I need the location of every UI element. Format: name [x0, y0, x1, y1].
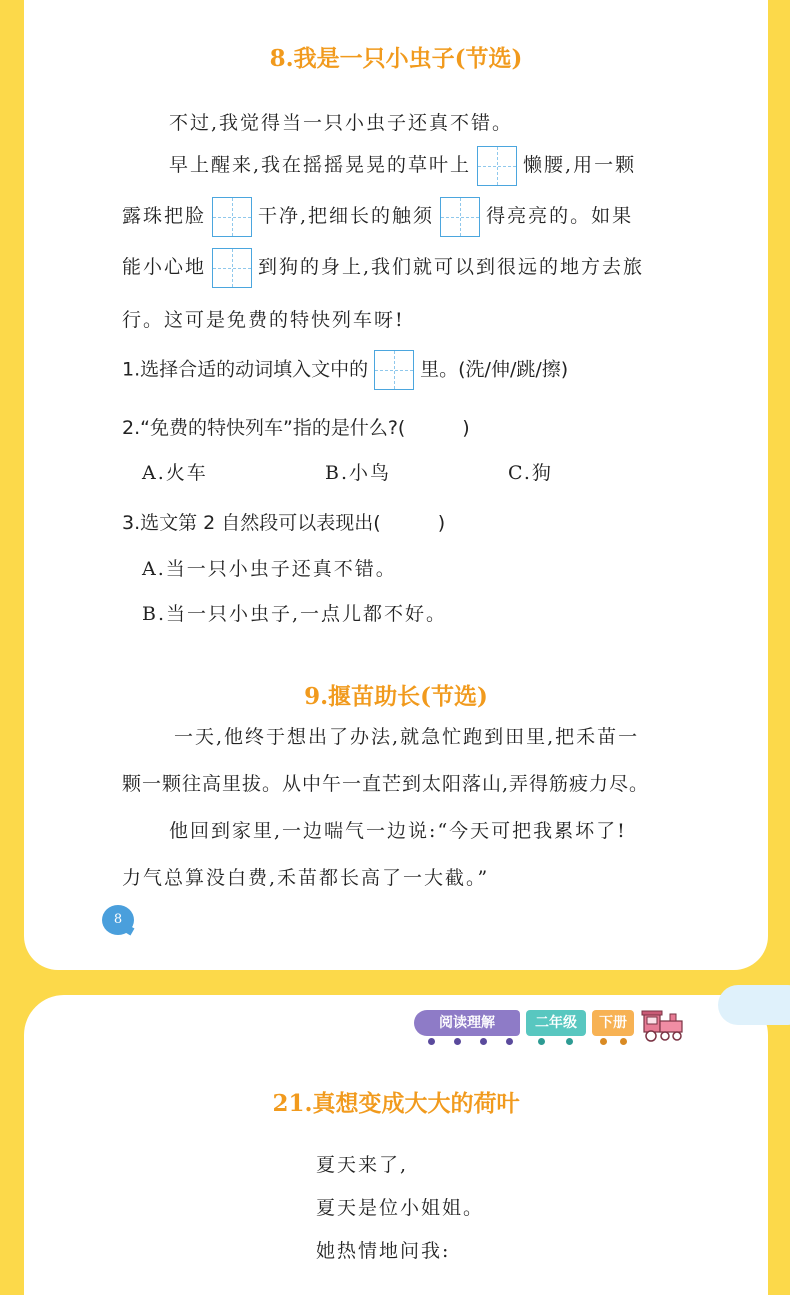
text-segment: 露珠把脸 — [122, 205, 207, 227]
poem-line-3: 她热情地问我: — [316, 1240, 451, 1262]
wheel-icon — [506, 1038, 513, 1045]
wheel-icon — [538, 1038, 545, 1045]
option-a[interactable]: A.火车 — [142, 462, 208, 484]
section-8-paragraph-2-line-4: 行。这可是免费的特快列车呀! — [122, 309, 405, 331]
badge-grade: 二年级 — [526, 1010, 586, 1036]
question-2: 2.“免费的特快列车”指的是什么?( ) — [122, 417, 470, 439]
wheel-icon — [566, 1038, 573, 1045]
page-number-badge: 8 — [102, 905, 134, 935]
text-segment: 懒腰,用一颗 — [523, 154, 637, 176]
question-1 — [122, 350, 722, 390]
question-3-option-b[interactable]: B.当一只小虫子,一点儿都不好。 — [142, 603, 448, 625]
wheel-icon — [454, 1038, 461, 1045]
poem-line-1: 夏天来了, — [316, 1154, 409, 1176]
text-segment: 1.选择合适的动词填入文中的 — [122, 358, 369, 381]
answer-box-4[interactable] — [212, 248, 252, 288]
text-segment: 能小心地 — [122, 256, 207, 278]
text-segment: 里。(洗/伸/跳/擦) — [420, 358, 569, 381]
section-9-title: 9.揠苗助长(节选) — [304, 683, 488, 710]
text-segment: 到狗的身上,我们就可以到很远的地方去旅 — [258, 256, 645, 278]
answer-box-1[interactable] — [477, 146, 517, 186]
series-badge-train — [414, 1010, 704, 1040]
answer-box-3[interactable] — [440, 197, 480, 237]
poem-line-2: 夏天是位小姐姐。 — [316, 1197, 485, 1219]
badge-term: 下册 — [592, 1010, 634, 1036]
option-c[interactable]: C.狗 — [508, 462, 553, 484]
section-8-paragraph-2-line-2 — [122, 197, 722, 237]
cloud-decoration — [718, 985, 790, 1025]
badge-subject: 阅读理解 — [414, 1010, 520, 1036]
section-9-paragraph-2-line-1: 他回到家里,一边喘气一边说:“今天可把我累坏了! — [169, 820, 627, 842]
section-9-paragraph-1-line-2: 颗一颗往高里拔。从中午一直芒到太阳落山,弄得筋疲力尽。 — [122, 773, 650, 795]
section-9-paragraph-1-line-1: 一天,他终于想出了办法,就急忙跑到田里,把禾苗一 — [174, 726, 640, 748]
section-8-paragraph-2-line-1 — [169, 146, 769, 186]
answer-box-2[interactable] — [212, 197, 252, 237]
page-card-bottom — [24, 995, 768, 1295]
option-b[interactable]: B.小鸟 — [325, 462, 392, 484]
section-21-title: 21.真想变成大大的荷叶 — [272, 1090, 520, 1117]
answer-box-example — [374, 350, 414, 390]
question-3-option-a[interactable]: A.当一只小虫子还真不错。 — [142, 558, 397, 580]
section-8-title: 8.我是一只小虫子(节选) — [269, 45, 523, 72]
text-segment: 早上醒来,我在摇摇晃晃的草叶上 — [169, 154, 472, 176]
page-card-top — [24, 0, 768, 970]
wheel-icon — [428, 1038, 435, 1045]
section-8-paragraph-2-line-3 — [122, 248, 722, 288]
text-segment: 干净,把细长的触须 — [258, 205, 435, 227]
locomotive-icon — [640, 1008, 688, 1042]
section-9-paragraph-2-line-2: 力气总算没白费,禾苗都长高了一大截。” — [122, 867, 490, 889]
section-8-paragraph-1: 不过,我觉得当一只小虫子还真不错。 — [169, 112, 514, 134]
wheel-icon — [600, 1038, 607, 1045]
text-segment: 得亮亮的。如果 — [486, 205, 634, 227]
question-3: 3.选文第 2 自然段可以表现出( ) — [122, 512, 446, 534]
wheel-icon — [620, 1038, 627, 1045]
wheel-icon — [480, 1038, 487, 1045]
